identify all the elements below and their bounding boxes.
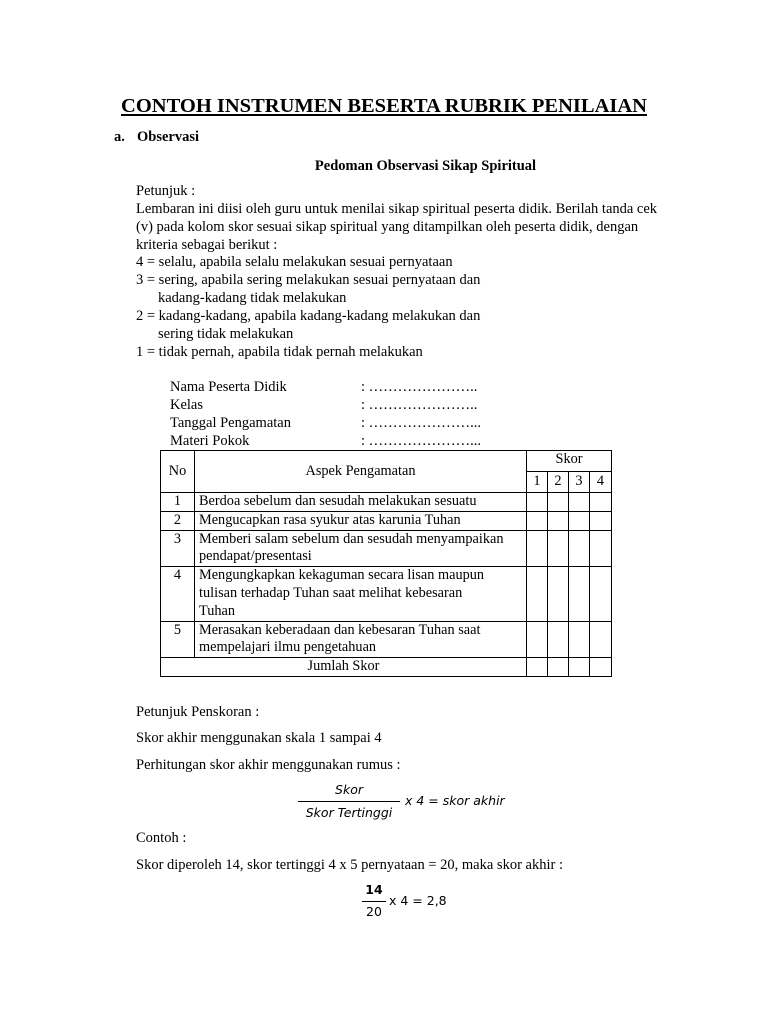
example-numerator: 14 — [365, 882, 383, 897]
score-cell[interactable] — [527, 511, 548, 530]
aspect-line: Tuhan — [199, 602, 236, 619]
score-col-1: 1 — [527, 472, 548, 493]
scoring-heading: Petunjuk Penskoran : — [136, 704, 260, 720]
aspect-line: tulisan terhadap Tuhan saat melihat kebesaran — [199, 584, 463, 601]
score-cell[interactable] — [527, 621, 548, 658]
total-cell[interactable] — [527, 658, 548, 677]
identity-label: Nama Peserta Didik — [170, 379, 287, 395]
instructions-heading: Petunjuk : — [136, 183, 196, 199]
score-cell[interactable] — [548, 511, 569, 530]
score-cell[interactable] — [590, 493, 612, 512]
identity-value: : …………………... — [361, 433, 482, 449]
total-cell[interactable] — [548, 658, 569, 677]
aspect-line: pendapat/presentasi — [199, 548, 312, 565]
instructions-line: kriteria sebagai berikut : — [136, 237, 278, 253]
total-cell[interactable] — [590, 658, 612, 677]
criteria-item: 4 = selalu, apabila selalu melakukan sesuai pernyataan — [136, 254, 453, 270]
scoring-scale: Skor akhir menggunakan skala 1 sampai 4 — [136, 730, 382, 746]
header-score: Skor — [527, 451, 612, 472]
identity-value: : …………………... — [361, 415, 482, 431]
document-title: CONTOH INSTRUMEN BESERTA RUBRIK PENILAIAN — [121, 95, 647, 117]
score-cell[interactable] — [569, 621, 590, 658]
score-cell[interactable] — [548, 567, 569, 621]
example-heading: Contoh : — [136, 830, 187, 846]
aspect-line: Memberi salam sebelum dan sesudah menyampaikan — [199, 530, 504, 547]
row-no: 4 — [161, 567, 195, 621]
score-cell[interactable] — [548, 621, 569, 658]
score-col-2: 2 — [548, 472, 569, 493]
score-cell[interactable] — [590, 621, 612, 658]
table-row — [161, 621, 612, 658]
criteria-item: 3 = sering, apabila sering melakukan sesuai pernyataan dan — [136, 272, 481, 288]
criteria-item-continuation: sering tidak melakukan — [158, 326, 294, 342]
table-row — [161, 511, 612, 530]
score-cell[interactable] — [527, 567, 548, 621]
example-denominator: 20 — [366, 904, 382, 919]
score-cell[interactable] — [569, 511, 590, 530]
criteria-item: 2 = kadang-kadang, apabila kadang-kadang melakukan dan — [136, 308, 481, 324]
table-row — [161, 493, 612, 512]
row-no: 2 — [161, 511, 195, 530]
section-label: Observasi — [137, 129, 200, 145]
aspect-line: Merasakan keberadaan dan kebesaran Tuhan saat — [199, 621, 481, 638]
table-row — [161, 567, 612, 621]
score-col-4: 4 — [590, 472, 612, 493]
document-subtitle: Pedoman Observasi Sikap Spiritual — [314, 158, 537, 174]
criteria-item: 1 = tidak pernah, apabila tidak pernah melakukan — [136, 344, 423, 360]
total-cell[interactable] — [569, 658, 590, 677]
total-label: Jumlah Skor — [161, 658, 527, 677]
formula-numerator: Skor — [335, 782, 363, 797]
table-row — [161, 530, 612, 567]
formula-fraction-bar — [298, 801, 400, 802]
row-no: 5 — [161, 621, 195, 658]
instructions-line: (v) pada kolom skor sesuai sikap spiritual yang ditampilkan oleh peserta didik, dengan — [136, 219, 639, 235]
formula-intro: Perhitungan skor akhir menggunakan rumus : — [136, 757, 401, 773]
identity-label: Materi Pokok — [170, 433, 250, 449]
aspect-line: mempelajari ilmu pengetahuan — [199, 639, 377, 656]
score-cell[interactable] — [548, 493, 569, 512]
score-cell[interactable] — [548, 530, 569, 567]
identity-value: : ………………….. — [361, 397, 478, 413]
row-aspect — [195, 621, 527, 658]
score-cell[interactable] — [590, 530, 612, 567]
section-marker: a. — [114, 129, 125, 145]
table-header-row — [161, 451, 612, 472]
formula-denominator: Skor Tertinggi — [305, 805, 393, 820]
example-rhs: x 4 = 2,8 — [389, 893, 447, 908]
identity-label: Tanggal Pengamatan — [170, 415, 291, 431]
aspect-line: Berdoa sebelum dan sesudah melakukan sesuatu — [199, 493, 477, 509]
criteria-item-continuation: kadang-kadang tidak melakukan — [158, 290, 347, 306]
score-cell[interactable] — [569, 493, 590, 512]
example-text: Skor diperoleh 14, skor tertinggi 4 x 5 pernyataan = 20, maka skor akhir : — [136, 857, 563, 873]
row-no: 3 — [161, 530, 195, 567]
row-aspect — [195, 511, 527, 530]
example-fraction-bar — [362, 901, 386, 902]
score-cell[interactable] — [527, 530, 548, 567]
row-no: 1 — [161, 493, 195, 512]
header-aspect: Aspek Pengamatan — [195, 451, 527, 493]
score-cell[interactable] — [569, 567, 590, 621]
identity-label: Kelas — [170, 397, 204, 413]
aspect-line: Mengucapkan rasa syukur atas karunia Tuhan — [199, 511, 461, 528]
score-col-3: 3 — [569, 472, 590, 493]
row-aspect — [195, 567, 527, 621]
observation-table — [160, 450, 612, 677]
header-no: No — [161, 451, 195, 493]
row-aspect — [195, 493, 527, 512]
score-cell[interactable] — [569, 530, 590, 567]
instructions-line: Lembaran ini diisi oleh guru untuk menilai sikap spiritual peserta didik. Berilah tanda cek — [136, 201, 658, 217]
table-total-row — [161, 658, 612, 677]
identity-value: : ………………….. — [361, 379, 478, 395]
formula-rhs: x 4 = skor akhir — [405, 793, 505, 808]
row-aspect — [195, 530, 527, 567]
score-cell[interactable] — [527, 493, 548, 512]
score-cell[interactable] — [590, 567, 612, 621]
score-cell[interactable] — [590, 511, 612, 530]
aspect-line: Mengungkapkan kekaguman secara lisan maupun — [199, 567, 485, 584]
